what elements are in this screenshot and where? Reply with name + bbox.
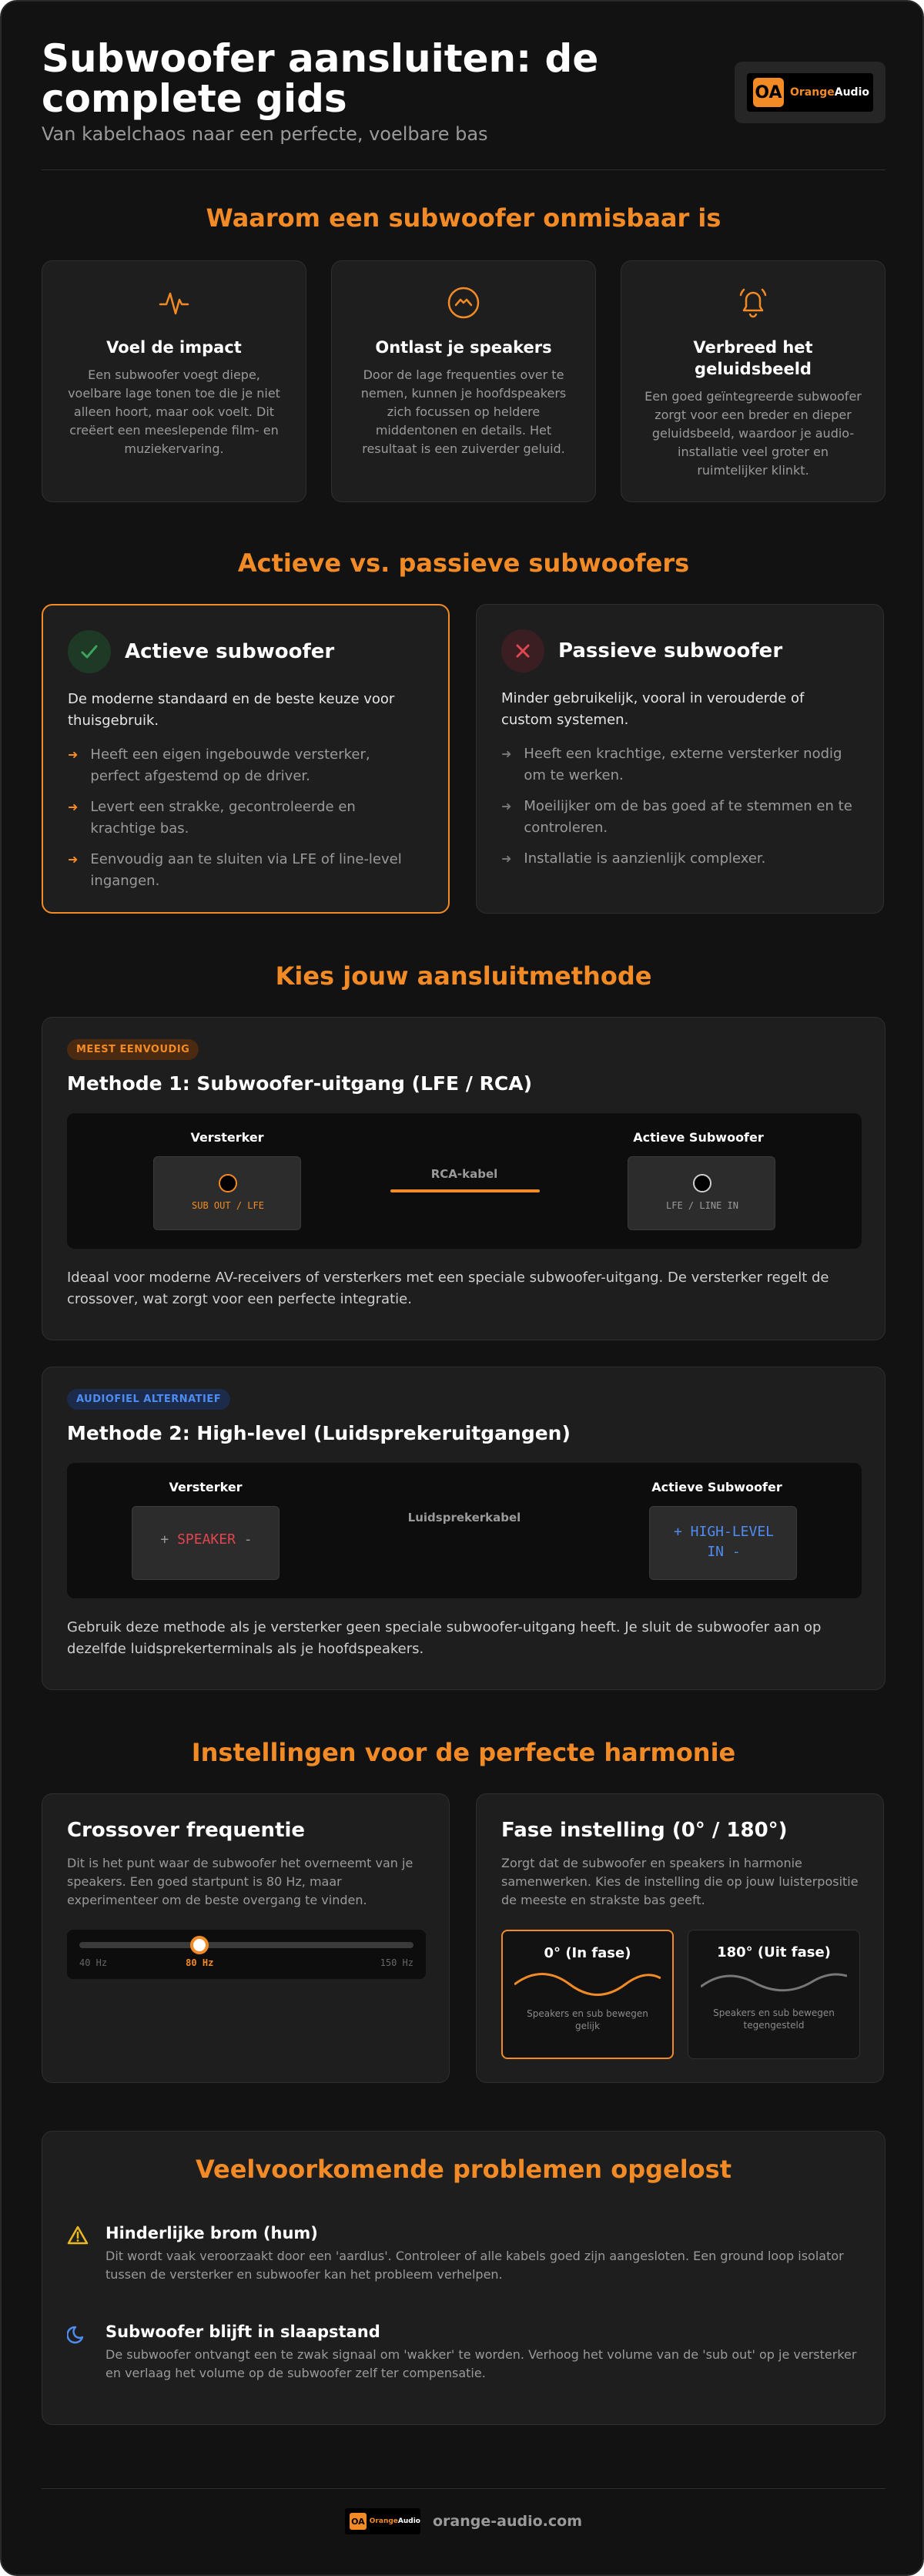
why-card-speakers [331, 260, 596, 502]
high-level-line-2: IN - [707, 1544, 741, 1560]
method-1-card [42, 1017, 886, 1340]
list-item [68, 797, 424, 840]
amplifier-label: Versterker [190, 1130, 264, 1145]
passive-desc: Minder gebruikelijk, vooral in verouderde of custom systemen. [501, 690, 805, 728]
footer-logo-text [370, 2517, 420, 2525]
high-level-line-1: + HIGH-LEVEL [673, 1524, 775, 1540]
footer-logo-mark: OA [350, 2513, 367, 2530]
terminal-minus: - [243, 1531, 253, 1548]
list-item [68, 849, 424, 892]
sub-out-label: SUB OUT / LFE [192, 1200, 264, 1211]
terminal-plus: + [160, 1531, 169, 1548]
arrow-right-icon: ➜ [68, 852, 79, 867]
page-subtitle: Van kabelchaos naar een perfecte, voelbare bas [42, 123, 488, 145]
arrow-right-icon: ➜ [501, 799, 512, 813]
why-section-title: Waarom een subwoofer onmisbaar is [206, 203, 721, 233]
passive-title: Passieve subwoofer [558, 639, 783, 662]
problem-title: Subwoofer blijft in slaapstand [105, 2323, 380, 2341]
header [42, 36, 886, 169]
list-item [501, 743, 859, 787]
footer-url-link[interactable]: orange-audio.com [433, 2513, 582, 2530]
arrow-right-icon: ➜ [68, 800, 79, 814]
problem-body [105, 2224, 862, 2284]
page-title: Subwoofer aansluiten: de complete gids [42, 36, 599, 121]
crossover-card [42, 1793, 450, 2083]
why-card-impact [42, 260, 306, 502]
out-phase-wave-icon [701, 1961, 847, 2002]
footer-divider [42, 2488, 886, 2489]
method-2-card [42, 1367, 886, 1690]
arrow-right-icon: ➜ [501, 746, 512, 761]
list-item [501, 848, 859, 870]
lfe-in-label: LFE / LINE IN [666, 1200, 738, 1211]
speaker-cable-label: Luidsprekerkabel [407, 1511, 521, 1524]
amplifier-device [153, 1156, 301, 1230]
subwoofer-label: Actieve Subwoofer [633, 1130, 764, 1145]
subwoofer-device [628, 1156, 775, 1230]
arrow-right-icon: ➜ [501, 851, 512, 866]
moon-icon [67, 2323, 89, 2383]
passive-head [501, 629, 859, 673]
speaker-label: SPEAKER [177, 1531, 236, 1548]
passive-point: Moeilijker om de bas goed af te stemmen en te controleren. [524, 798, 852, 836]
phase-text: Zorgt dat de subwoofer en speakers in harmonie samenwerken. Kies de instelling die op jouw luisterpositie de meeste en strakste bas geeft. [501, 1856, 859, 1907]
slider-track [79, 1942, 413, 1948]
list-item [501, 796, 859, 839]
method-1-diagram [67, 1113, 862, 1249]
compare-section-title: Actieve vs. passieve subwoofers [237, 548, 690, 578]
why-card-title: Ontlast je speakers [375, 338, 552, 357]
brand-logo[interactable] [735, 62, 886, 123]
active-point: Levert een strakke, gecontroleerde en krachtige bas. [90, 799, 356, 837]
settings-section-title: Instellingen voor de perfecte harmonie [191, 1738, 736, 1767]
logo-mark: OA [753, 78, 784, 107]
slider-max-label: 150 Hz [380, 1957, 413, 1968]
problem-body [105, 2323, 862, 2383]
high-level-input[interactable] [650, 1522, 798, 1562]
in-phase-wave-icon [514, 1961, 661, 2003]
why-card-title: Verbreed het geluidsbeeld [693, 338, 813, 378]
method-1-title: Methode 1: Subwoofer-uitgang (LFE / RCA) [67, 1072, 532, 1095]
footer-logo-brand: Orange [369, 2517, 398, 2525]
warning-icon [67, 2224, 89, 2284]
active-subwoofer-card [42, 604, 450, 914]
active-point: Heeft een eigen ingebouwde versterker, perfect afgestemd op de driver. [90, 746, 370, 784]
crossover-text: Dit is het punt waar de subwoofer het overneemt van je speakers. Een goed startpunt is 80 Hz, maar experimenteer om de beste overgang te vinden. [67, 1856, 413, 1907]
method-2-title: Methode 2: High-level (Luidsprekeruitgangen) [67, 1422, 571, 1444]
phase-title: Fase instelling (0° / 180°) [501, 1819, 788, 1842]
arrow-right-icon: ➜ [68, 747, 79, 762]
amplifier-device [132, 1506, 280, 1580]
gauge-icon [352, 286, 575, 323]
check-icon [68, 630, 111, 673]
logo-inner [747, 73, 873, 112]
problem-item-sleep [67, 2323, 862, 2383]
phase-option-180[interactable] [688, 1930, 860, 2059]
slider-value-label: 80 Hz [186, 1957, 214, 1968]
problem-text: De subwoofer ontvangt een te zwak signaal om 'wakker' te worden. Verhoog het volume van de 'sub out' op je versterker en verlaag het volume op de subwoofer zelf ter compensatie. [105, 2347, 857, 2380]
problems-section-title: Veelvoorkomende problemen opgelost [196, 2155, 732, 2184]
why-card-title: Voel de impact [106, 338, 242, 357]
logo-rest: Audio [834, 86, 869, 99]
active-points [68, 744, 424, 892]
footer-logo-rest: Audio [397, 2517, 420, 2525]
sub-out-jack [219, 1174, 237, 1192]
phase-option-0[interactable] [501, 1930, 674, 2059]
subwoofer-device [649, 1506, 797, 1580]
cross-icon [501, 629, 544, 673]
rca-cable-label: RCA-kabel [430, 1167, 498, 1181]
bell-icon [641, 286, 865, 323]
why-card-text: Door de lage frequenties over te nemen, kunnen je hoofdspeakers zich focussen op heldere middentonen en details. Het resultaat is een zuiverder geluid. [360, 367, 567, 456]
problem-text: Dit wordt vaak veroorzaakt door een 'aardlus'. Controleer of alle kabels goed zijn aangesloten. Een ground loop isolator tussen de versterker en subwoofer kan het probleem verhelpen. [105, 2249, 844, 2282]
problems-card [42, 2131, 886, 2425]
problem-title: Hinderlijke brom (hum) [105, 2224, 318, 2242]
rca-cable [390, 1189, 540, 1192]
method-2-text: Gebruik deze methode als je versterker geen speciale subwoofer-uitgang heeft. Je sluit de subwoofer aan op dezelfde luidsprekerterminals als je hoofdspeakers. [67, 1619, 822, 1657]
lfe-in-jack [693, 1174, 711, 1192]
crossover-slider[interactable] [67, 1930, 426, 1979]
why-card-soundstage [621, 260, 886, 502]
phase-180-title: 180° (Uit fase) [717, 1944, 831, 1961]
methods-section-title: Kies jouw aansluitmethode [275, 961, 652, 991]
phase-0-title: 0° (In fase) [544, 1945, 631, 1961]
problem-item-hum [67, 2224, 862, 2284]
method-2-diagram [67, 1463, 862, 1598]
pulse-icon [62, 286, 286, 323]
list-item [68, 744, 424, 787]
phase-180-desc: Speakers en sub bewegen tegengesteld [713, 2007, 835, 2031]
passive-point: Installatie is aanzienlijk complexer. [524, 850, 766, 867]
method-1-text: Ideaal voor moderne AV-receivers of versterkers met een speciale subwoofer-uitgang. De versterker regelt de crossover, wat zorgt voor een perfecte integratie. [67, 1270, 829, 1307]
crossover-title: Crossover frequentie [67, 1819, 306, 1842]
passive-subwoofer-card [476, 604, 884, 914]
slider-handle[interactable] [190, 1936, 209, 1954]
slider-min-label: 40 Hz [79, 1957, 108, 1968]
phase-0-desc: Speakers en sub bewegen gelijk [527, 2008, 648, 2031]
subwoofer-label: Actieve Subwoofer [651, 1480, 782, 1494]
speaker-terminal[interactable] [132, 1531, 280, 1548]
phase-card [476, 1793, 884, 2083]
footer-logo[interactable] [345, 2508, 420, 2534]
active-point: Eenvoudig aan te sluiten via LFE of line-level ingangen. [90, 851, 402, 889]
active-desc: De moderne standaard en de beste keuze voor thuisgebruik. [68, 691, 395, 729]
why-card-text: Een goed geïntegreerde subwoofer zorgt voor een breder en dieper geluidsbeeld, waardoor je audio-installatie veel groter en ruimtelijker klinkt. [644, 389, 862, 478]
header-divider [42, 169, 886, 170]
logo-brand: Orange [790, 86, 835, 99]
active-title: Actieve subwoofer [125, 640, 335, 663]
method-1-tag: MEEST EENVOUDIG [67, 1039, 199, 1060]
passive-point: Heeft een krachtige, externe versterker nodig om te werken. [524, 746, 842, 783]
why-card-text: Een subwoofer voegt diepe, voelbare lage tonen toe die je niet alleen hoort, maar ook voelt. Dit creëert een meeslepende film- en muziekervaring. [68, 367, 280, 456]
passive-points [501, 743, 859, 870]
footer [42, 2508, 886, 2534]
logo-text [790, 86, 869, 99]
active-head [68, 630, 424, 673]
amplifier-label: Versterker [169, 1480, 243, 1494]
method-2-tag: AUDIOFIEL ALTERNATIEF [67, 1389, 230, 1410]
